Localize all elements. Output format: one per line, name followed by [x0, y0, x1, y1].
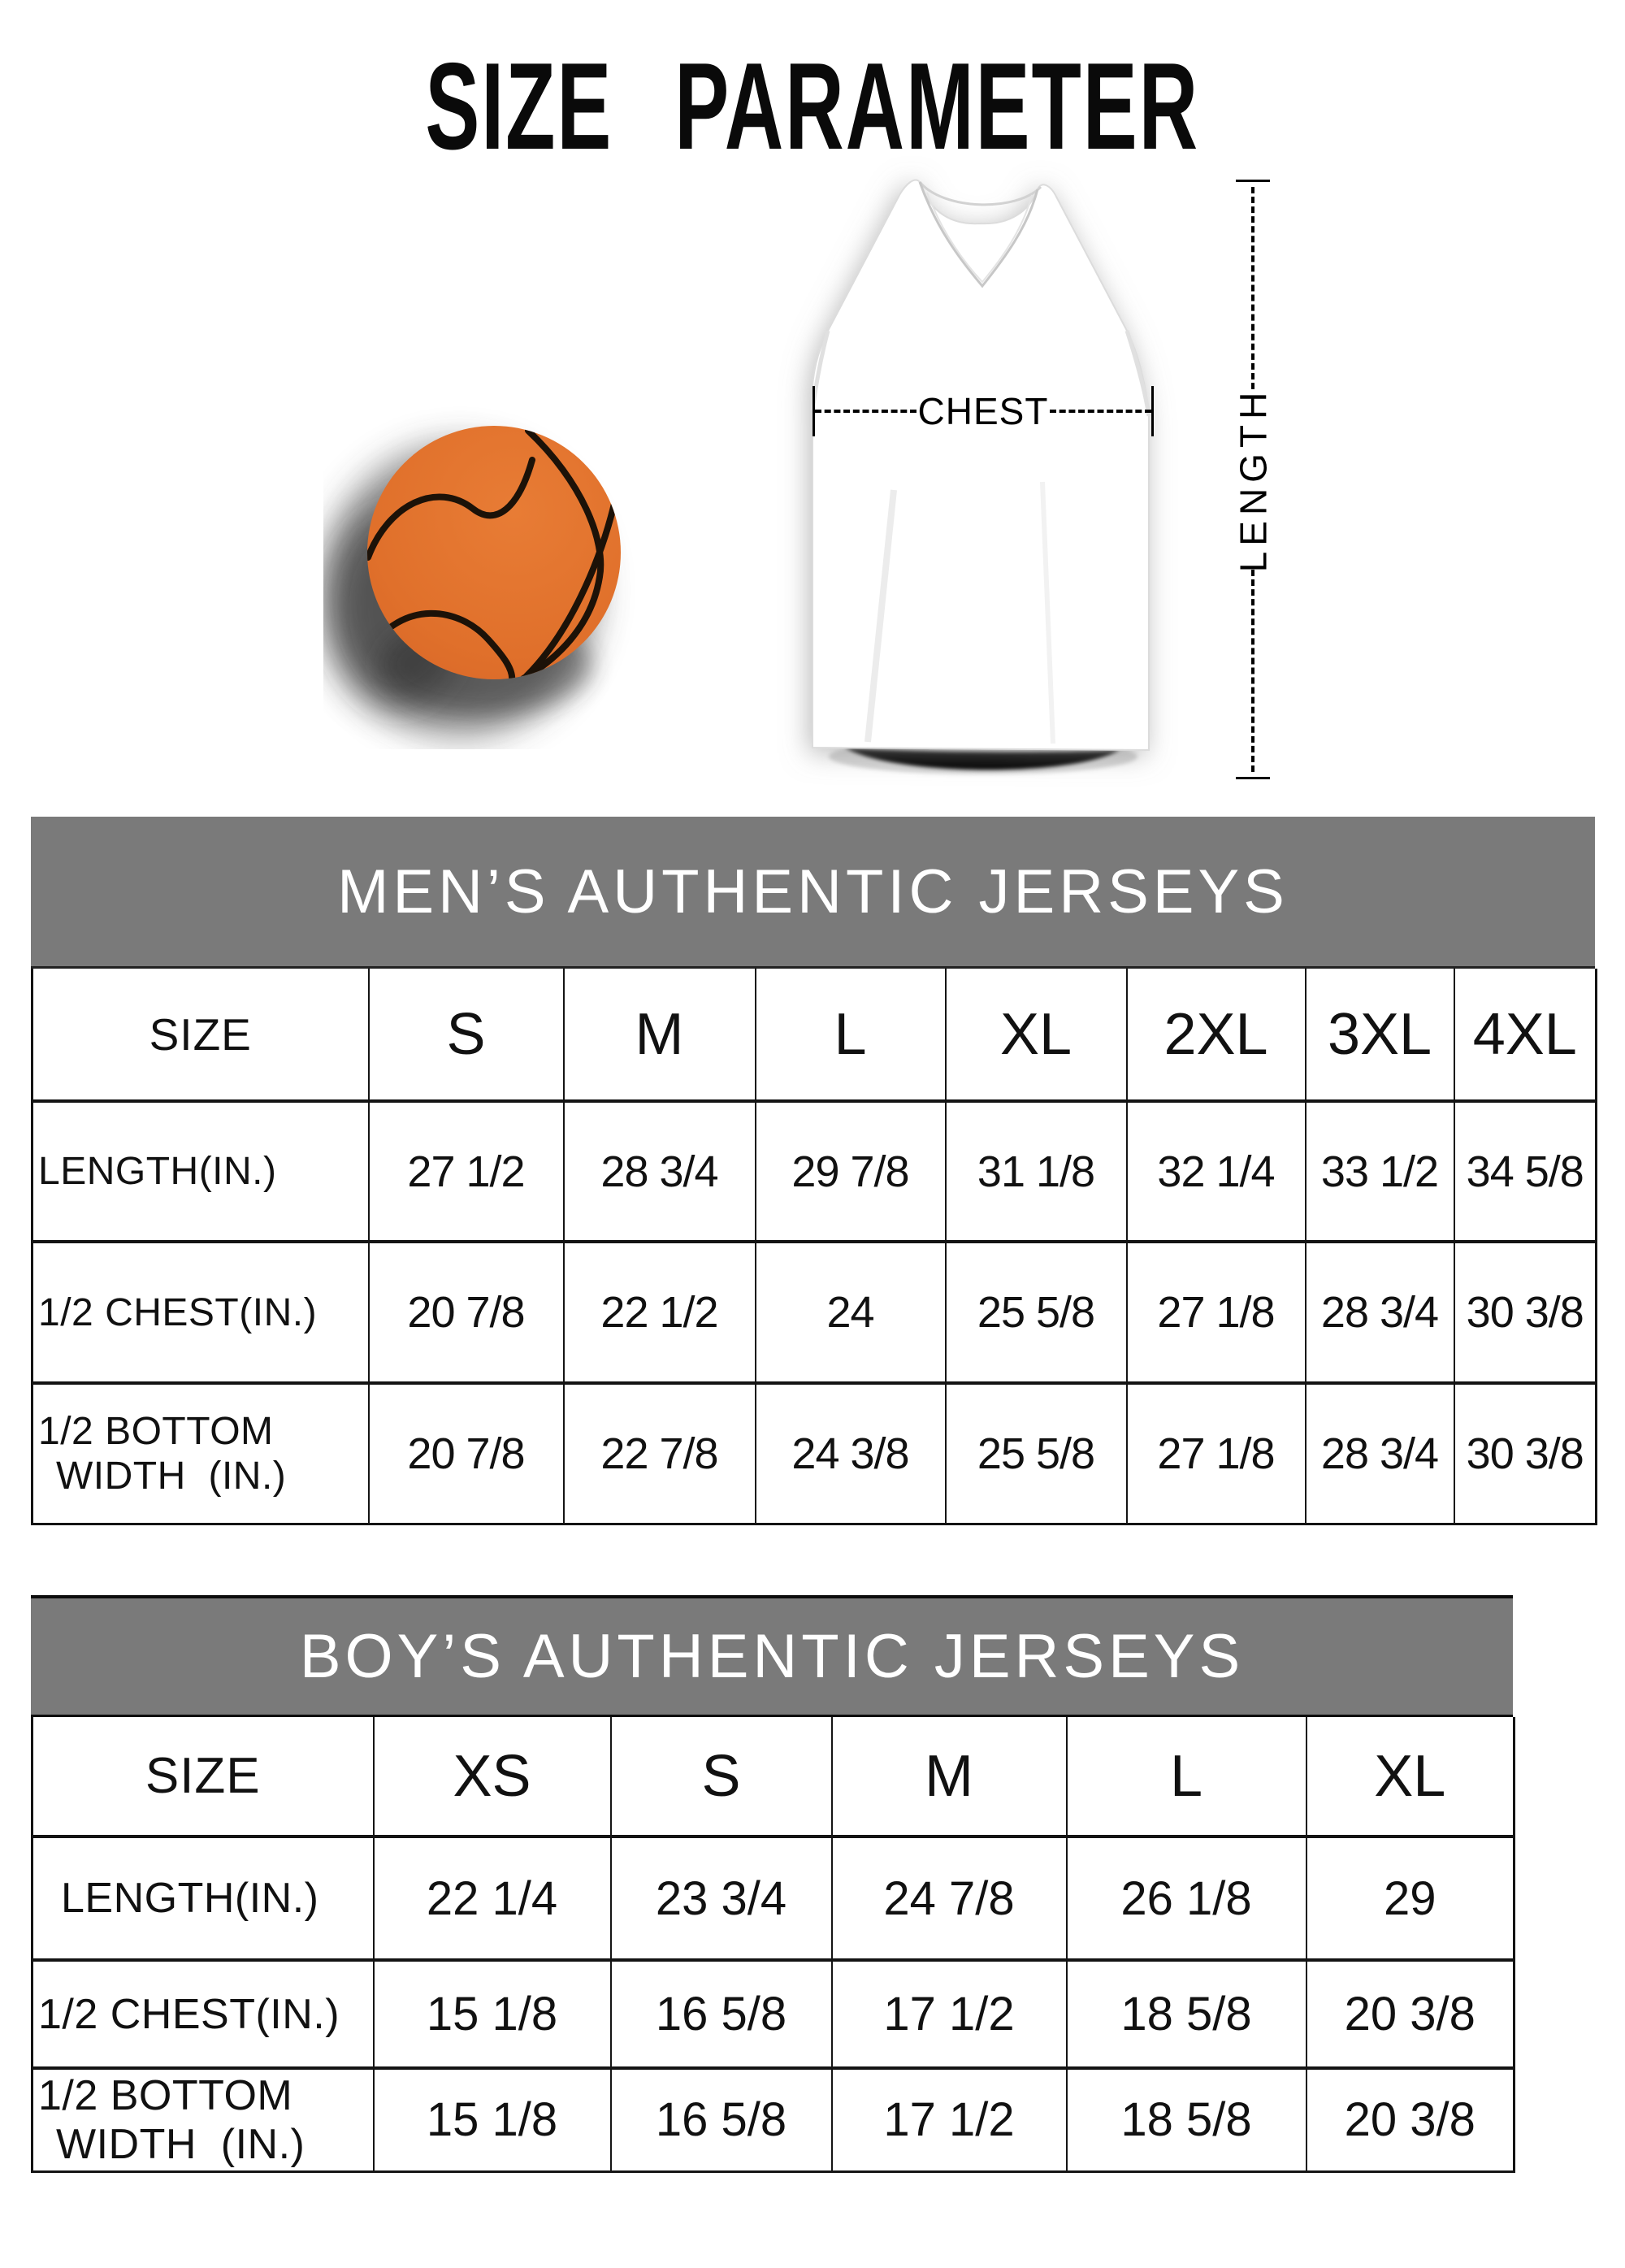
- boys-header-s: S: [611, 1717, 832, 1837]
- table-cell: 26 1/8: [1067, 1837, 1306, 1960]
- mens-size-table: [31, 817, 1595, 1525]
- table-cell: 31 1/8: [946, 1101, 1127, 1242]
- table-cell: 24: [756, 1242, 946, 1383]
- mens-header-s: S: [369, 969, 564, 1101]
- mens-table-grid: [31, 969, 1597, 1525]
- boys-header-size: SIZE: [32, 1717, 374, 1837]
- table-cell: 28 3/4: [1306, 1242, 1454, 1383]
- table-cell: 24 3/8: [756, 1383, 946, 1524]
- table-cell: 20 7/8: [369, 1242, 564, 1383]
- mens-header-xl: XL: [946, 969, 1127, 1101]
- length-top-tick: [1236, 180, 1270, 182]
- row-label: LENGTH(IN.): [32, 1101, 369, 1242]
- table-cell: 16 5/8: [611, 1960, 832, 2068]
- table-cell: 25 5/8: [946, 1242, 1127, 1383]
- table-cell: 29: [1306, 1837, 1514, 1960]
- table-cell: 20 7/8: [369, 1383, 564, 1524]
- mens-header-2xl: 2XL: [1127, 969, 1306, 1101]
- table-cell: 15 1/8: [374, 2068, 611, 2171]
- table-cell: 18 5/8: [1067, 2068, 1306, 2171]
- table-cell: 28 3/4: [564, 1101, 756, 1242]
- table-cell: 32 1/4: [1127, 1101, 1306, 1242]
- mens-row-half-chest: [32, 1242, 1597, 1383]
- page-title-text: SIZE PARAMETER: [425, 37, 1200, 176]
- row-label: [32, 2068, 374, 2171]
- mens-table-banner: [31, 817, 1595, 969]
- row-label-line2: WIDTH (IN.): [56, 1454, 287, 1498]
- boys-table-banner: [31, 1595, 1513, 1717]
- boys-header-xl: XL: [1306, 1717, 1514, 1837]
- table-cell: 27 1/2: [369, 1101, 564, 1242]
- mens-header-m: M: [564, 969, 756, 1101]
- boys-row-half-bottom-width: [32, 2068, 1514, 2171]
- table-cell: 27 1/8: [1127, 1242, 1306, 1383]
- length-dimension-line: [1233, 180, 1272, 779]
- table-cell: 15 1/8: [374, 1960, 611, 2068]
- mens-row-length: [32, 1101, 1597, 1242]
- length-label: LENGTH: [1232, 386, 1274, 573]
- table-cell: 33 1/2: [1306, 1101, 1454, 1242]
- chest-right-tick: [1151, 386, 1154, 436]
- table-cell: 18 5/8: [1067, 1960, 1306, 2068]
- table-cell: 20 3/8: [1306, 2068, 1514, 2171]
- table-cell: 28 3/4: [1306, 1383, 1454, 1524]
- boys-size-table: [31, 1595, 1513, 2173]
- mens-header-3xl: 3XL: [1306, 969, 1454, 1101]
- table-cell: 30 3/8: [1454, 1383, 1597, 1524]
- table-cell: 17 1/2: [832, 1960, 1067, 2068]
- table-cell: 29 7/8: [756, 1101, 946, 1242]
- mens-table-title: MEN’S AUTHENTIC JERSEYS: [337, 856, 1289, 926]
- table-cell: 22 7/8: [564, 1383, 756, 1524]
- boys-row-half-chest: [32, 1960, 1514, 2068]
- table-cell: 23 3/4: [611, 1837, 832, 1960]
- mens-header-4xl: 4XL: [1454, 969, 1597, 1101]
- length-label-box: [1232, 386, 1274, 573]
- table-cell: 27 1/8: [1127, 1383, 1306, 1524]
- boys-header-m: M: [832, 1717, 1067, 1837]
- row-label-line1: 1/2 BOTTOM: [38, 1409, 274, 1453]
- row-label: 1/2 CHEST(IN.): [32, 1960, 374, 2068]
- table-cell: 16 5/8: [611, 2068, 832, 2171]
- boys-table-grid: [31, 1717, 1515, 2173]
- basketball-icon: [323, 397, 668, 749]
- boys-row-length: [32, 1837, 1514, 1960]
- table-cell: 25 5/8: [946, 1383, 1127, 1524]
- chest-label: CHEST: [917, 390, 1049, 432]
- table-cell: 30 3/8: [1454, 1242, 1597, 1383]
- table-cell: 20 3/8: [1306, 1960, 1514, 2068]
- length-dash-bottom: [1251, 570, 1254, 772]
- mens-header-l: L: [756, 969, 946, 1101]
- boys-table-title: BOY’S AUTHENTIC JERSEYS: [299, 1622, 1245, 1691]
- chest-dash-right: [1050, 410, 1151, 413]
- length-bottom-tick: [1236, 777, 1270, 779]
- mens-row-half-bottom-width: [32, 1383, 1597, 1524]
- jersey-icon: [770, 149, 1230, 799]
- row-label-line2: WIDTH (IN.): [56, 2120, 306, 2168]
- mens-header-size: SIZE: [32, 969, 369, 1101]
- table-cell: 17 1/2: [832, 2068, 1067, 2171]
- row-label-line1: 1/2 BOTTOM: [38, 2071, 293, 2119]
- table-cell: 34 5/8: [1454, 1101, 1597, 1242]
- table-cell: 22 1/2: [564, 1242, 756, 1383]
- row-label: 1/2 CHEST(IN.): [32, 1242, 369, 1383]
- chest-dash-left: [815, 410, 916, 413]
- table-cell: 24 7/8: [832, 1837, 1067, 1960]
- row-label: LENGTH(IN.): [32, 1837, 374, 1960]
- length-dash-top: [1251, 187, 1254, 389]
- boys-header-xs: XS: [374, 1717, 611, 1837]
- chest-dimension-line: [812, 385, 1154, 437]
- boys-header-l: L: [1067, 1717, 1306, 1837]
- table-cell: 22 1/4: [374, 1837, 611, 1960]
- row-label: [32, 1383, 369, 1524]
